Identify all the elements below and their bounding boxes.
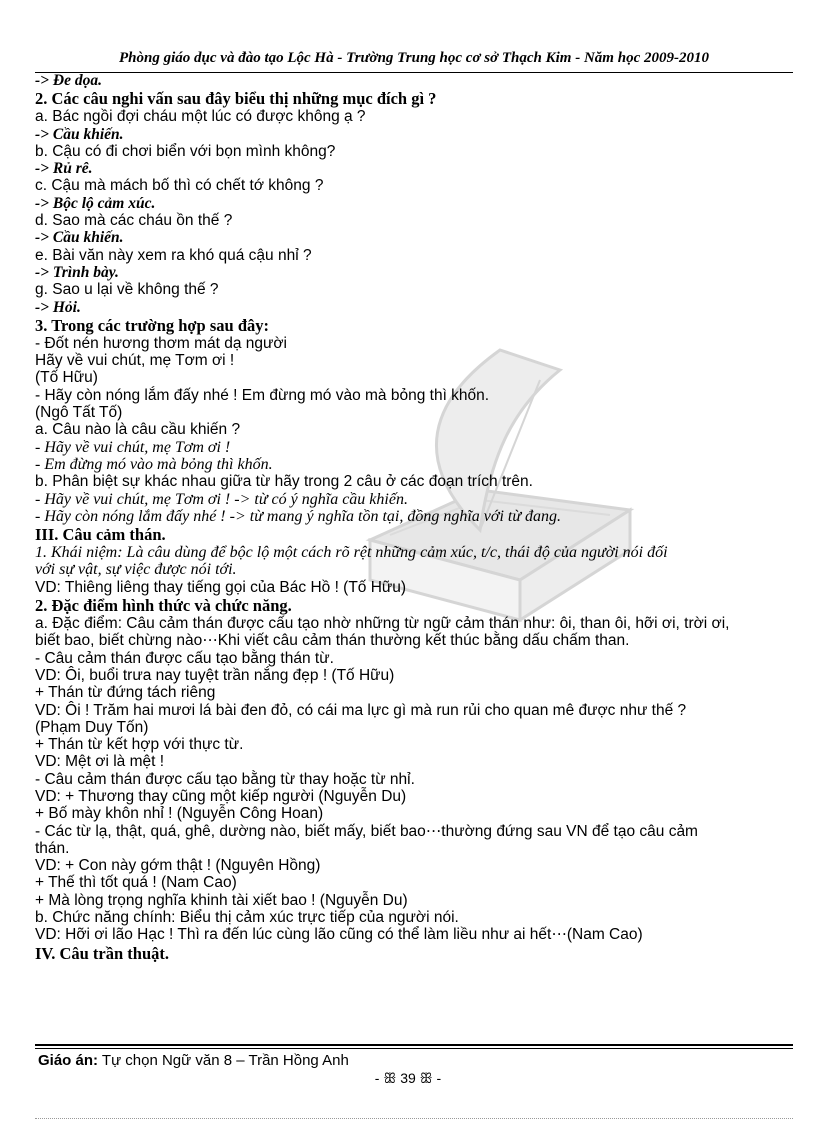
text-line: -> Hỏi.	[35, 298, 81, 316]
text-line: - Hãy về vui chút, mẹ Tơm ơi ! -> từ có ý nghĩa cầu khiến.	[35, 490, 408, 508]
text-line: thán.	[35, 839, 70, 857]
text-line: (Ngô Tất Tố)	[35, 404, 123, 422]
text-line: + Thán từ kết hợp với thực từ.	[35, 736, 244, 754]
text-line: - Hãy về vui chút, mẹ Tơm ơi !	[35, 438, 231, 456]
text-line: - Các từ lạ, thật, quá, ghê, dường nào, biết mấy, biết bao⋯thường đứng sau VN để tạo câu cảm	[35, 822, 698, 840]
text-line: (Phạm Duy Tốn)	[35, 718, 149, 736]
bottom-dotted-rule	[35, 1118, 793, 1119]
text-line: VD: Mệt ơi là mệt !	[35, 753, 165, 771]
text-line: -> Đe dọa.	[35, 72, 102, 89]
text-line: VD: Ôi ! Trăm hai mươi lá bài đen đỏ, có cái ma lực gì mà run rủi cho quan mê được như thế ?	[35, 701, 687, 719]
text-line: - Câu cảm thán được cấu tạo bằng thán từ.	[35, 649, 334, 667]
text-line: e. Bài văn này xem ra khó quá cậu nhỉ ?	[35, 246, 312, 264]
text-line: + Mà lòng trọng nghĩa khinh tài xiết bao ! (Nguyễn Du)	[35, 891, 408, 909]
section-heading: 3. Trong các trường hợp sau đây:	[35, 315, 269, 335]
section-heading: 2. Các câu nghi vấn sau đây biểu thị những mục đích gì ?	[35, 89, 437, 109]
text-line: a. Câu nào là câu cầu khiến ?	[35, 421, 241, 439]
text-line: -> Cầu khiến.	[35, 229, 124, 247]
text-line: a. Bác ngồi đợi cháu một lúc có được không ạ ?	[35, 108, 366, 126]
section-heading: IV. Câu trần thuật.	[35, 943, 170, 963]
text-line: VD: + Con này gớm thật ! (Nguyên Hồng)	[35, 857, 321, 875]
text-line: (Tố Hữu)	[35, 369, 98, 387]
page-number: - ꕥ 39 ꕥ -	[374, 1070, 442, 1086]
text-line: + Thế thì tốt quá ! (Nam Cao)	[35, 874, 237, 892]
text-line: VD: Thiêng liêng thay tiếng gọi của Bác Hồ ! (Tố Hữu)	[35, 578, 407, 596]
text-line: d. Sao mà các cháu ồn thế ?	[35, 212, 233, 230]
text-line: + Bố mày khôn nhỉ ! (Nguyễn Công Hoan)	[35, 805, 324, 823]
text-line: -> Cầu khiến.	[35, 125, 124, 143]
text-line: - Hãy còn nóng lắm đấy nhé ! Em đừng mó vào mà bỏng thì khốn.	[35, 386, 490, 404]
text-line: với sự vật, sự việc được nói tới.	[35, 561, 237, 579]
footer-author: Tự chọn Ngữ văn 8 – Trần Hồng Anh	[98, 1052, 349, 1069]
text-line: g. Sao u lại về không thế ?	[35, 281, 219, 299]
page-header: Phòng giáo dục và đào tạo Lộc Hà - Trường Trung học cơ sở Thạch Kim - Năm học 2009-2010	[35, 50, 793, 73]
footer-rule-thin	[35, 1048, 793, 1049]
text-line: VD: Ôi, buổi trưa nay tuyệt trần nắng đẹp ! (Tố Hữu)	[35, 666, 395, 684]
text-line: - Em đừng mó vào mà bỏng thì khốn.	[35, 455, 273, 473]
text-line: b. Chức năng chính: Biểu thị cảm xúc trực tiếp của người nói.	[35, 909, 459, 927]
text-line: - Câu cảm thán được cấu tạo bằng từ thay hoặc từ nhỉ.	[35, 770, 415, 788]
text-line: - Đốt nén hương thơm mát dạ người	[35, 334, 287, 352]
text-line: Hãy về vui chút, mẹ Tơm ơi !	[35, 352, 235, 370]
text-line: a. Đặc điểm: Câu cảm thán được cấu tạo nhờ những từ ngữ cảm thán như: ôi, than ôi, hỡi ơi, trời ơi,	[35, 615, 730, 633]
text-line: c. Cậu mà mách bố thì có chết tớ không ?	[35, 177, 324, 195]
text-line: b. Phân biệt sự khác nhau giữa từ hãy trong 2 câu ở các đoạn trích trên.	[35, 473, 533, 491]
footer-rule	[35, 1044, 793, 1046]
text-line: -> Bộc lộ cảm xúc.	[35, 194, 156, 212]
text-line: + Thán từ đứng tách riêng	[35, 684, 216, 702]
text-line: -> Rủ rê.	[35, 160, 93, 178]
footer-label: Giáo án:	[38, 1052, 99, 1069]
text-line: biết bao, biết chừng nào⋯Khi viết câu cảm thán thường kết thúc bằng dấu chấm than.	[35, 632, 630, 650]
text-line: VD: Hỡi ơi lão Hạc ! Thì ra đến lúc cùng lão cũng có thể làm liều như ai hết⋯(Nam Cao)	[35, 926, 643, 944]
footer-credit	[38, 1052, 349, 1069]
text-line: 1. Khái niệm: Là câu dùng để bộc lộ một cách rõ rệt những cảm xúc, t/c, thái độ của người nói đối	[35, 544, 668, 562]
section-heading: III. Câu cảm thán.	[35, 525, 166, 545]
document-body	[35, 72, 795, 963]
text-line: b. Cậu có đi chơi biển với bọn mình không?	[35, 142, 336, 160]
text-line: VD: + Thương thay cũng một kiếp người (Nguyễn Du)	[35, 787, 407, 805]
text-line: -> Trình bày.	[35, 263, 119, 281]
text-line: - Hãy còn nóng lắm đấy nhé ! -> từ mang ý nghĩa tồn tại, đồng nghĩa với từ đang.	[35, 507, 562, 525]
section-heading: 2. Đặc điểm hình thức và chức năng.	[35, 596, 292, 616]
